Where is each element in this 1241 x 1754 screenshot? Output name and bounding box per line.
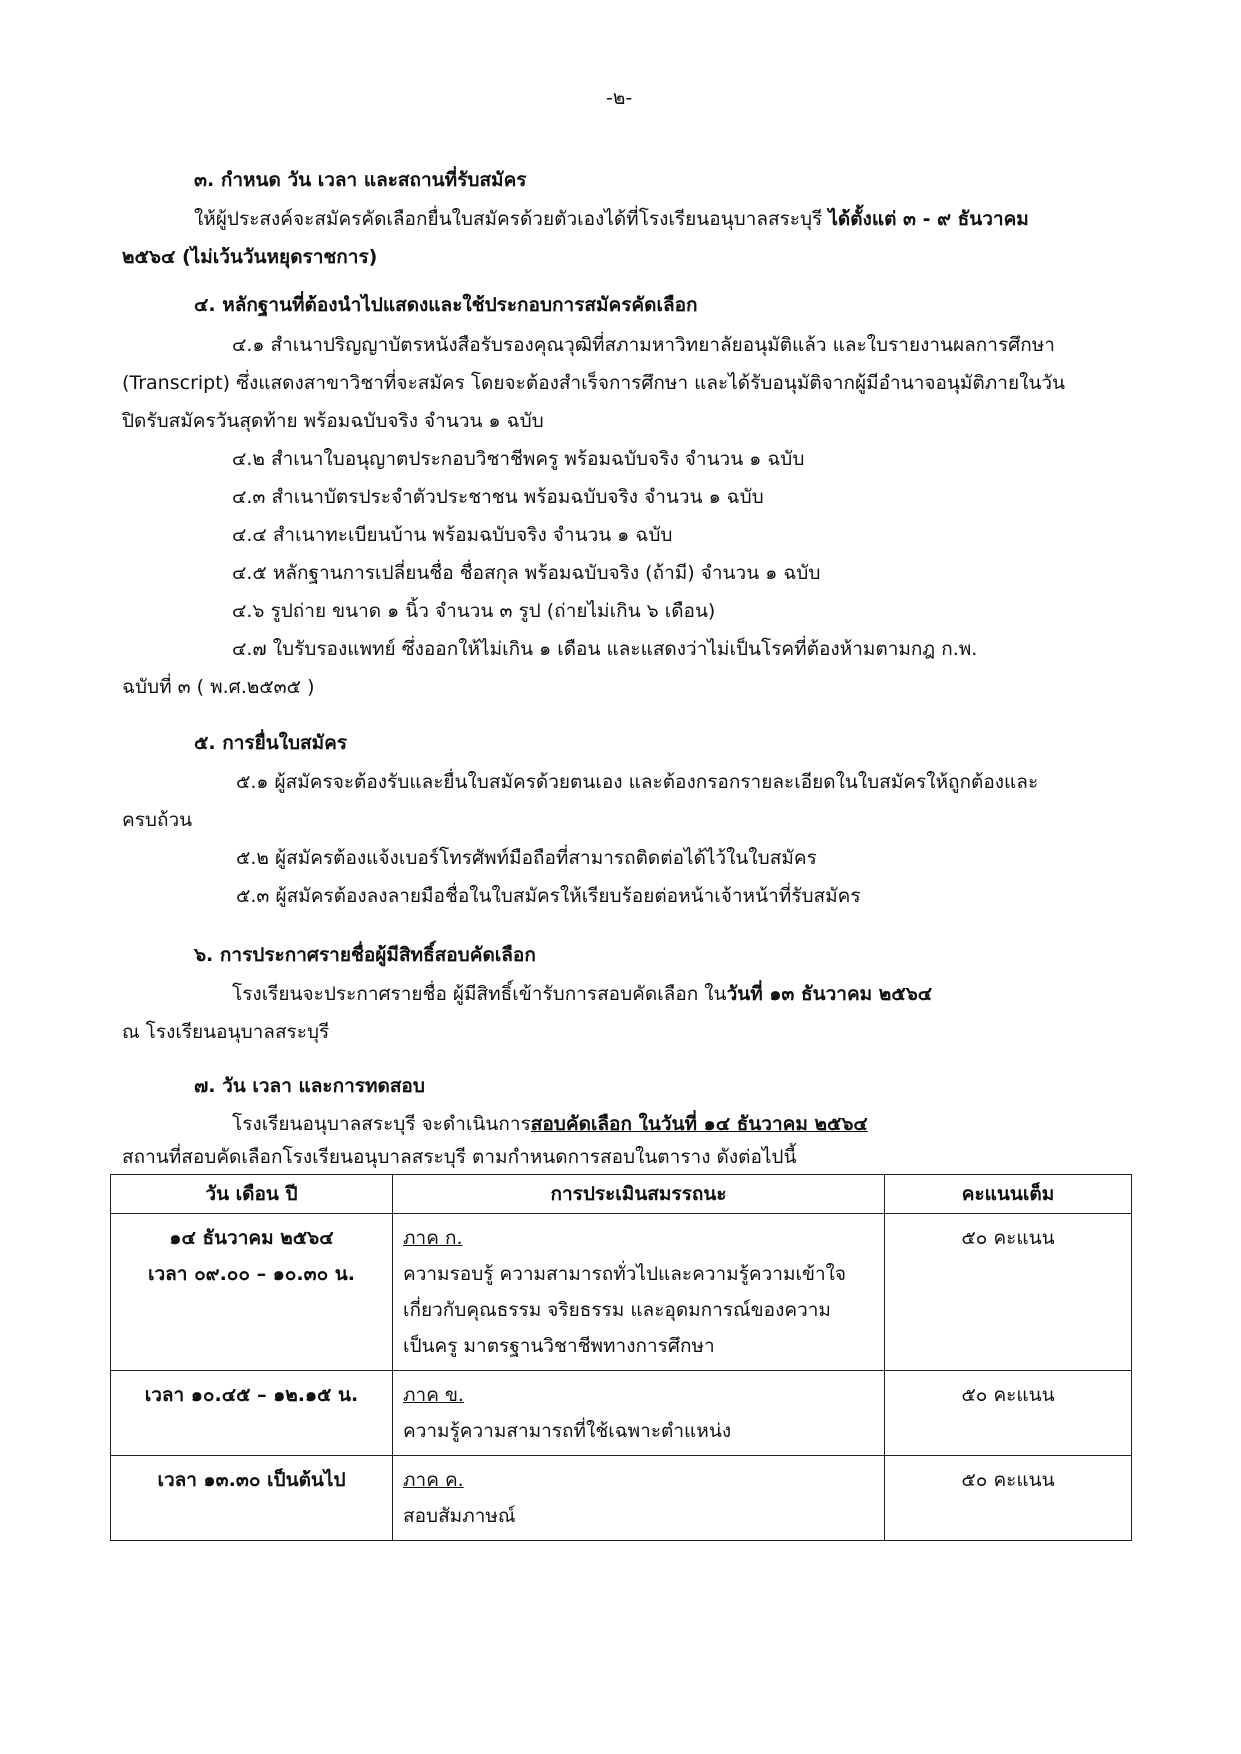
row-desc-line: สอบสัมภาษณ์ [403, 1505, 516, 1527]
item-5-2: ๕.๒ ผู้สมัครต้องแจ้งเบอร์โทรศัพท์มือถือที่สามารถติดต่อได้ไว้ในใบสมัคร [236, 847, 817, 869]
section-6-heading: ๖. การประกาศรายชื่อผู้มีสิทธิ์สอบคัดเลือก [194, 944, 536, 966]
row-date-time [111, 1456, 393, 1541]
row-assessment [393, 1371, 885, 1456]
row-part: ภาค ข. [403, 1384, 464, 1406]
section-6-text: โรงเรียนจะประกาศรายชื่อ ผู้มีสิทธิ์เข้ารับการสอบคัดเลือก ใน [232, 983, 727, 1005]
header-date: วัน เดือน ปี [111, 1175, 393, 1214]
item-5-1-line-1: ๕.๑ ผู้สมัครจะต้องรับและยื่นใบสมัครด้วยตนเอง และต้องกรอกรายละเอียดในใบสมัครให้ถูกต้องและ [236, 771, 1039, 793]
item-5-1-line-2: ครบถ้วน [122, 809, 193, 831]
section-7-heading: ๗. วัน เวลา และการทดสอบ [194, 1075, 425, 1097]
item-4-1-line-3: ปิดรับสมัครวันสุดท้าย พร้อมฉบับจริง จำนวน ๑ ฉบับ [122, 410, 544, 432]
row-score: ๕๐ คะแนน [885, 1456, 1132, 1541]
item-4-7-line-2: ฉบับที่ ๓ ( พ.ศ.๒๕๓๕ ) [122, 676, 315, 698]
header-assessment: การประเมินสมรรถนะ [393, 1175, 885, 1214]
row-desc-line: ความรู้ความสามารถที่ใช้เฉพาะตำแหน่ง [403, 1420, 732, 1442]
item-4-3: ๔.๓ สำเนาบัตรประจำตัวประชาชน พร้อมฉบับจริง จำนวน ๑ ฉบับ [232, 486, 764, 508]
row-date-time [111, 1214, 393, 1371]
section-3-dates: ได้ตั้งแต่ ๓ - ๙ ธันวาคม [828, 208, 1029, 230]
header-full-score: คะแนนเต็ม [885, 1175, 1132, 1214]
section-3-paragraph-line-1 [194, 205, 1029, 233]
section-7-paragraph-line-1 [232, 1110, 868, 1138]
item-4-6: ๔.๖ รูปถ่าย ขนาด ๑ นิ้ว จำนวน ๓ รูป (ถ่ายไม่เกิน ๖ เดือน) [232, 600, 716, 622]
row-desc-line: เกี่ยวกับคุณธรรม จริยธรรม และอุดมการณ์ของความ [403, 1299, 831, 1321]
table-row [111, 1456, 1132, 1541]
table-header-row [111, 1175, 1132, 1214]
section-5-heading: ๕. การยื่นใบสมัคร [194, 732, 348, 754]
row-assessment [393, 1456, 885, 1541]
row-part: ภาค ค. [403, 1469, 464, 1491]
row-date-time [111, 1371, 393, 1456]
section-6-date: วันที่ ๑๓ ธันวาคม ๒๕๖๔ [726, 983, 933, 1005]
row-score: ๕๐ คะแนน [885, 1214, 1132, 1371]
item-4-4: ๔.๔ สำเนาทะเบียนบ้าน พร้อมฉบับจริง จำนวน ๑ ฉบับ [232, 524, 673, 546]
item-4-1-line-2: (Transcript) ซึ่งแสดงสาขาวิชาที่จะสมัคร โดยจะต้องสำเร็จการศึกษา และได้รับอนุมัติจากผู้มีอำนาจอนุมัติภายในวัน [122, 372, 1066, 394]
row-assessment [393, 1214, 885, 1371]
item-5-3: ๕.๓ ผู้สมัครต้องลงลายมือชื่อในใบสมัครให้เรียบร้อยต่อหน้าเจ้าหน้าที่รับสมัคร [236, 885, 861, 907]
row-time: เวลา ๑๐.๔๕ – ๑๒.๑๕ น. [144, 1384, 359, 1406]
page-number: -๒- [606, 87, 633, 109]
section-4-heading: ๔. หลักฐานที่ต้องนำไปแสดงและใช้ประกอบการสมัครคัดเลือก [194, 294, 698, 316]
table-row [111, 1371, 1132, 1456]
section-7-exam-date: สอบคัดเลือก ในวันที่ ๑๔ ธันวาคม ๒๕๖๔ [530, 1113, 868, 1135]
section-3-heading: ๓. กำหนด วัน เวลา และสถานที่รับสมัคร [194, 169, 527, 191]
row-date: ๑๔ ธันวาคม ๒๕๖๔ [169, 1227, 334, 1249]
row-time: เวลา ๐๙.๐๐ – ๑๐.๓๐ น. [147, 1263, 356, 1285]
exam-schedule-table [110, 1174, 1132, 1541]
section-3-text: ให้ผู้ประสงค์จะสมัครคัดเลือกยื่นใบสมัครด้วยตัวเองได้ที่โรงเรียนอนุบาลสระบุรี [194, 208, 823, 230]
section-7-paragraph-line-2: สถานที่สอบคัดเลือกโรงเรียนอนุบาลสระบุรี ตามกำหนดการสอบในตาราง ดังต่อไปนี้ [122, 1146, 797, 1168]
item-4-7-line-1: ๔.๗ ใบรับรองแพทย์ ซึ่งออกให้ไม่เกิน ๑ เดือน และแสดงว่าไม่เป็นโรคที่ต้องห้ามตามกฎ ก.พ. [232, 638, 978, 660]
row-score: ๕๐ คะแนน [885, 1371, 1132, 1456]
row-desc-line: เป็นครู มาตรฐานวิชาชีพทางการศึกษา [403, 1335, 715, 1357]
item-4-1-line-1: ๔.๑ สำเนาปริญญาบัตรหนังสือรับรองคุณวุฒิที่สภามหาวิทยาลัยอนุมัติแล้ว และใบรายงานผลการศึกษา [232, 334, 1055, 356]
section-6-paragraph-line-1 [232, 980, 932, 1008]
item-4-2: ๔.๒ สำเนาใบอนุญาตประกอบวิชาชีพครู พร้อมฉบับจริง จำนวน ๑ ฉบับ [232, 448, 805, 470]
section-6-paragraph-line-2: ณ โรงเรียนอนุบาลสระบุรี [122, 1021, 330, 1043]
row-time: เวลา ๑๓.๓๐ เป็นต้นไป [157, 1469, 346, 1491]
row-part: ภาค ก. [403, 1227, 463, 1249]
row-desc-line: ความรอบรู้ ความสามารถทั่วไปและความรู้ความเข้าใจ [403, 1263, 847, 1285]
section-7-text: โรงเรียนอนุบาลสระบุรี จะดำเนินการ [232, 1113, 531, 1135]
item-4-5: ๔.๕ หลักฐานการเปลี่ยนชื่อ ชื่อสกุล พร้อมฉบับจริง (ถ้ามี) จำนวน ๑ ฉบับ [232, 562, 821, 584]
table-row [111, 1214, 1132, 1371]
section-3-paragraph-line-2: ๒๕๖๔ (ไม่เว้นวันหยุดราชการ) [122, 246, 378, 268]
